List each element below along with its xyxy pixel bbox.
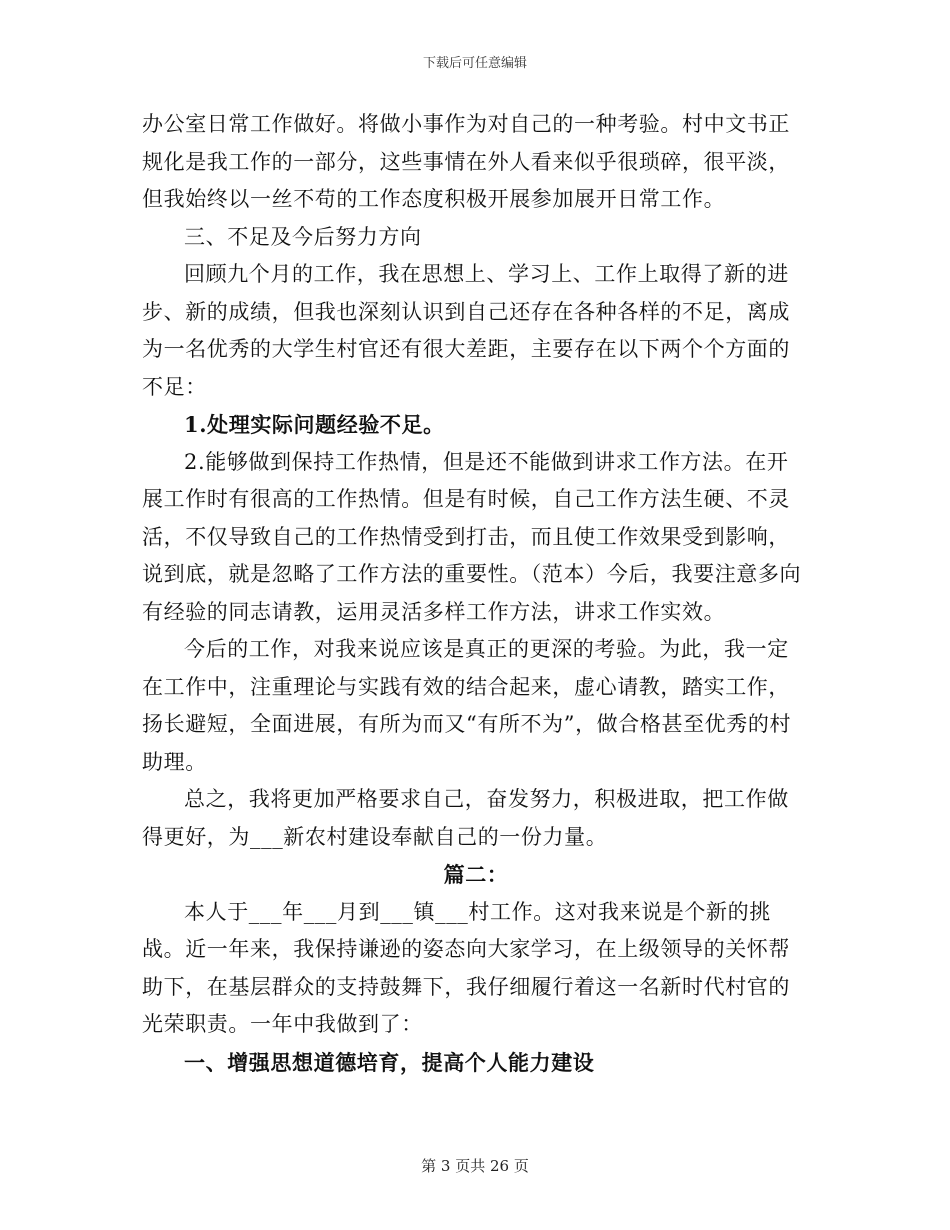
part-two-title: 篇二： [443,862,509,887]
paragraph-part-two-intro: 本人于___年___月到___镇___村工作。这对我来说是个新的挑战。近一年来，我保持谦逊的姿态向大家学习，在上级领导的关怀帮助下，在基层群众的支持鼓舞下，我仔细履行着这一名新时代村官的光荣职责。一年中我做到了： [142,899,790,1036]
section-heading-moral-education: 一、增强思想道德培育，提高个人能力建设 [184,1049,595,1075]
document-body [142,106,810,1081]
list-item-1: 1.处理实际问题经验不足。 [184,412,445,437]
paragraph-review: 回顾九个月的工作，我在思想上、学习上、工作上取得了新的进步、新的成绩，但我也深刻认识到自己还存在各种各样的不足，离成为一名优秀的大学生村官还有很大差距，主要存在以下两个个方面的不足： [142,262,790,399]
paragraph-conclusion: 总之，我将更加严格要求自己，奋发努力，积极进取，把工作做得更好，为___新农村建设奉献自己的一份力量。 [142,787,789,849]
page-header: 下载后可任意编辑 [422,56,527,71]
paragraph-future-work: 今后的工作，对我来说应该是真正的更深的考验。为此，我一定在工作中，注重理论与实践有效的结合起来，虚心请教，踏实工作，扬长避短，全面进展，有所为而又“有所不为”，做合格甚至优秀的村助理。 [142,637,792,774]
page-footer: 第 3 页共 26 页 [421,1157,529,1175]
list-item-2: 2.能够做到保持工作热情，但是还不能做到讲求工作方法。在开展工作时有很高的工作热情。但是有时候，自己工作方法生硬、不灵活，不仅导致自己的工作热情受到打击，而且使工作效果受到影响，说到底，就是忽略了工作方法的重要性。（范本）今后，我要注意多向有经验的同志请教，运用灵活多样工作方法，讲求工作实效。 [142,449,802,624]
section-heading-shortcomings: 三、不足及今后努力方向 [184,224,422,249]
paragraph-continuation: 办公室日常工作做好。将做小事作为对自己的一种考验。村中文书正规化是我工作的一部分，这些事情在外人看来似乎很琐碎，很平淡，但我始终以一丝不苟的工作态度积极开展参加展开日常工作。 [142,112,790,211]
